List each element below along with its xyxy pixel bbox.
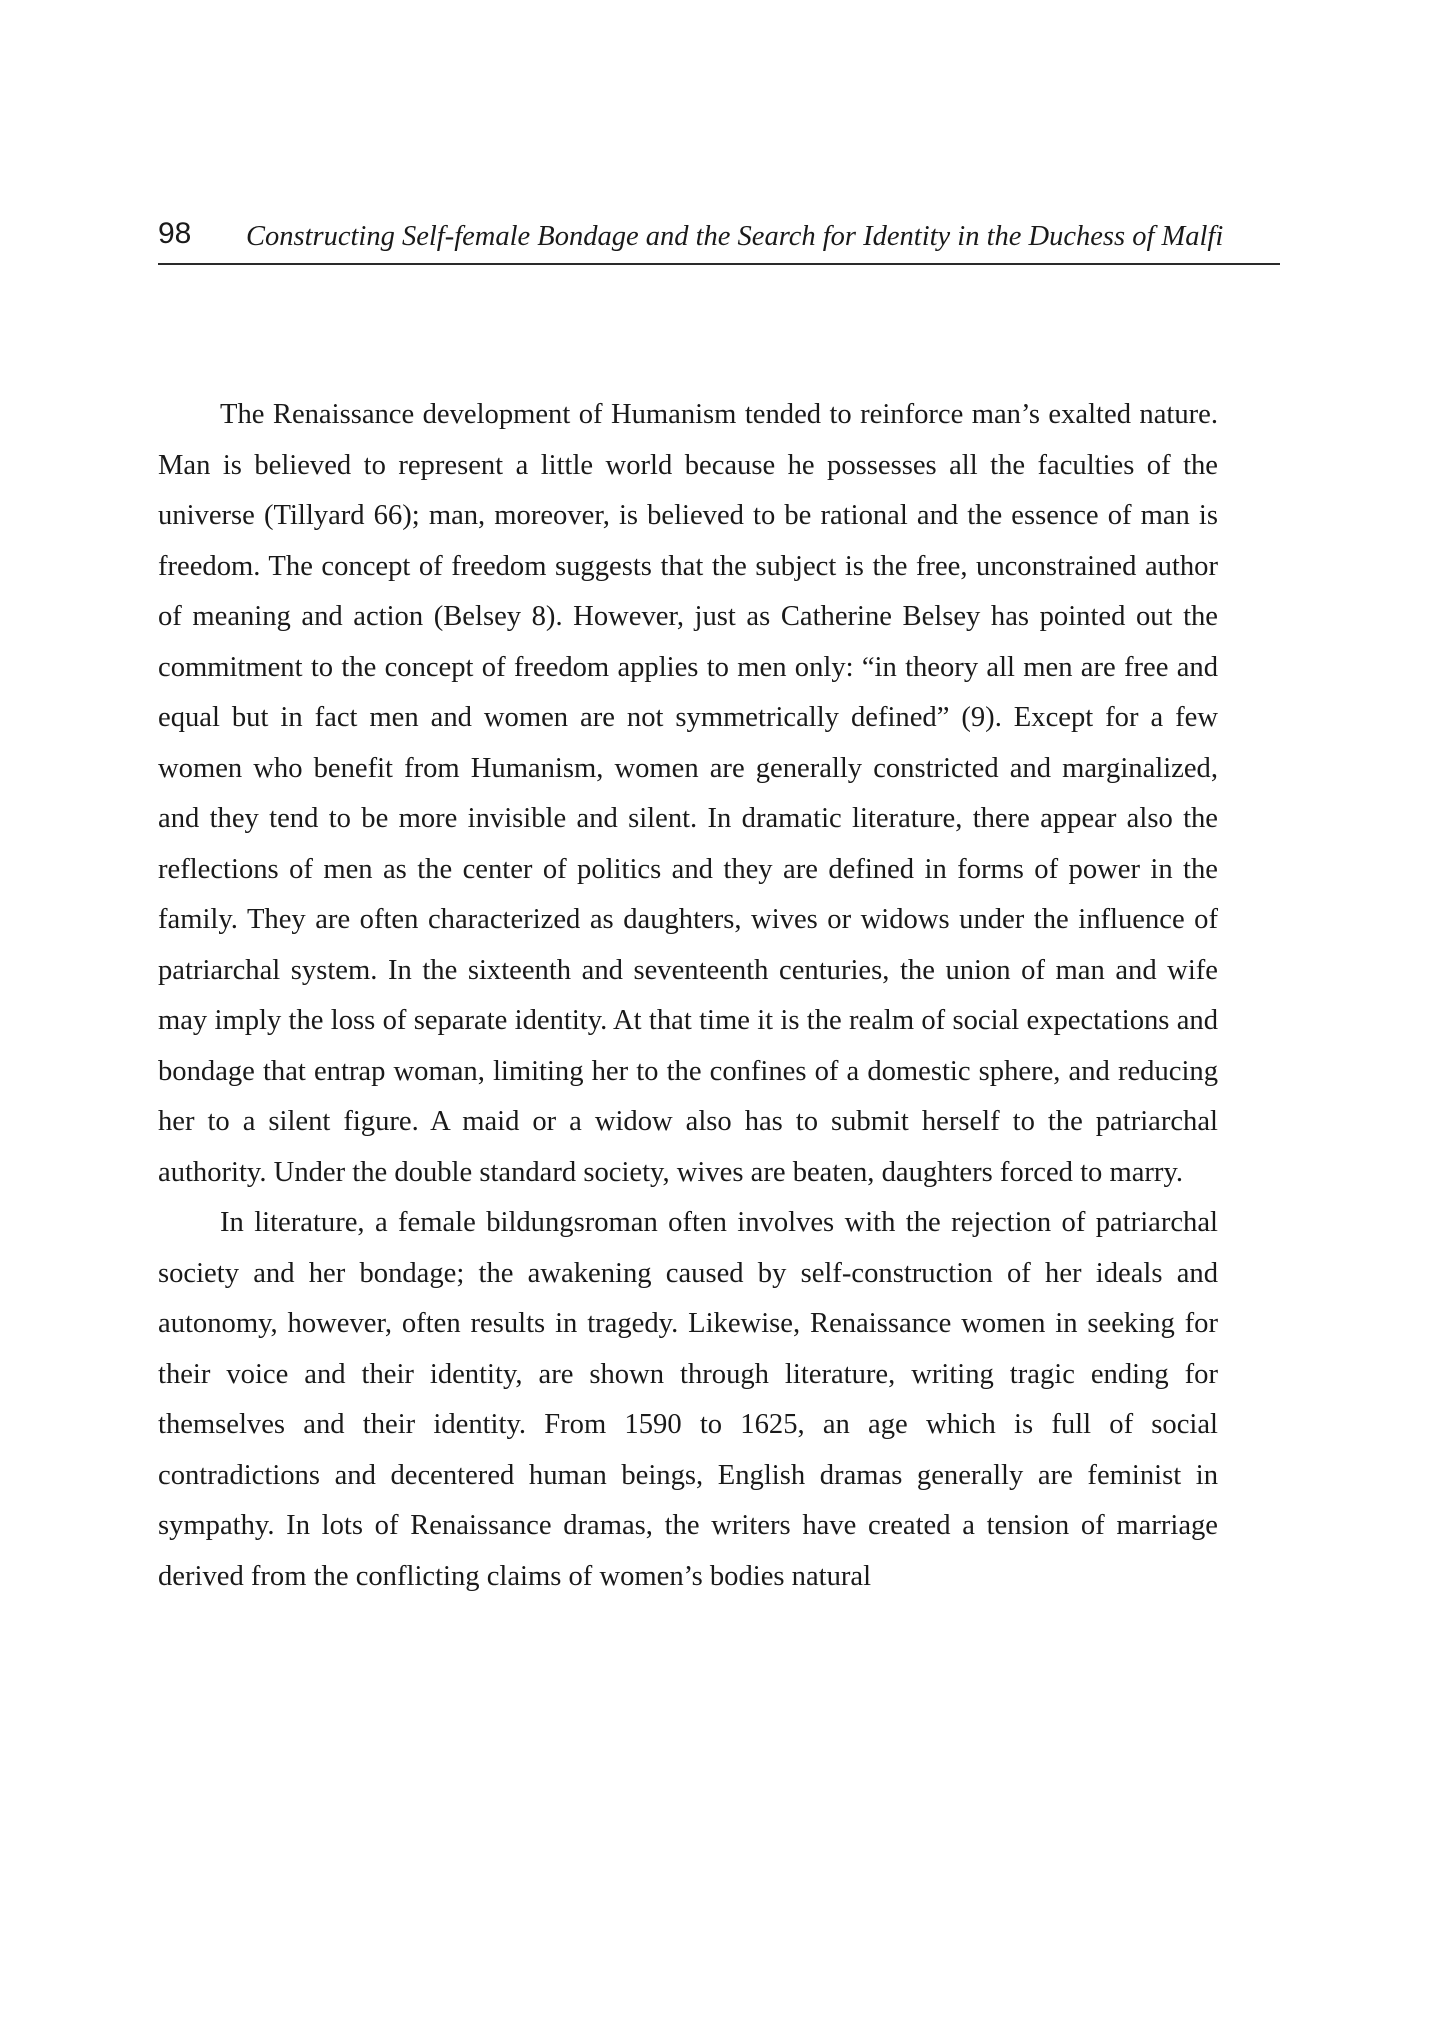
paragraph: The Renaissance development of Humanism tended to reinforce man’s exalted nature. Man is believed to represent a little world because he possesses all the faculties of the universe (Tillyard 66); man, moreover, is believed to be rational and the essence of man is freedom. The concept of freedom suggests that the subject is the free, unconstrained author of meaning and action (Belsey 8). However, just as Catherine Belsey has pointed out the commitment to the concept of freedom applies to men only: “in theory all men are free and equal but in fact men and women are not symmetrically defined” (9). Except for a few women who benefit from Humanism, women are generally constricted and marginalized, and they tend to be more invisible and silent. In dramatic literature, there appear also the reflections of men as the center of politics and they are defined in forms of power in the family. They are often characterized as daughters, wives or widows under the influence of patriarchal system. In the sixteenth and seventeenth centuries, the union of man and wife may imply the loss of separate identity. At that time it is the realm of social expectations and bondage that entrap woman, limiting her to the confines of a domestic sphere, and reducing her to a silent figure. A maid or a widow also has to submit herself to the patriarchal authority. Under the double standard society, wives are beaten, daughters forced to marry. xyxy=(158,399,1218,1188)
paragraph: In literature, a female bildungsroman often involves with the rejection of patriarchal society and her bondage; the awakening caused by self-construction of her ideals and autonomy, however, often results in tragedy. Likewise, Renaissance women in seeking for their voice and their identity, are shown through literature, writing tragic ending for themselves and their identity. From 1590 to 1625, an age which is full of social contradictions and decentered human beings, English dramas generally are feminist in sympathy. In lots of Renaissance dramas, the writers have created a tension of marriage derived from the conflicting claims of women’s bodies natural xyxy=(158,1207,1218,1592)
page-number: 98 xyxy=(158,217,192,250)
running-title: Constructing Self-female Bondage and the Search for Identity in the Duchess of Malfi xyxy=(246,221,1224,252)
body-text xyxy=(158,390,1218,1602)
running-header xyxy=(158,213,1280,265)
